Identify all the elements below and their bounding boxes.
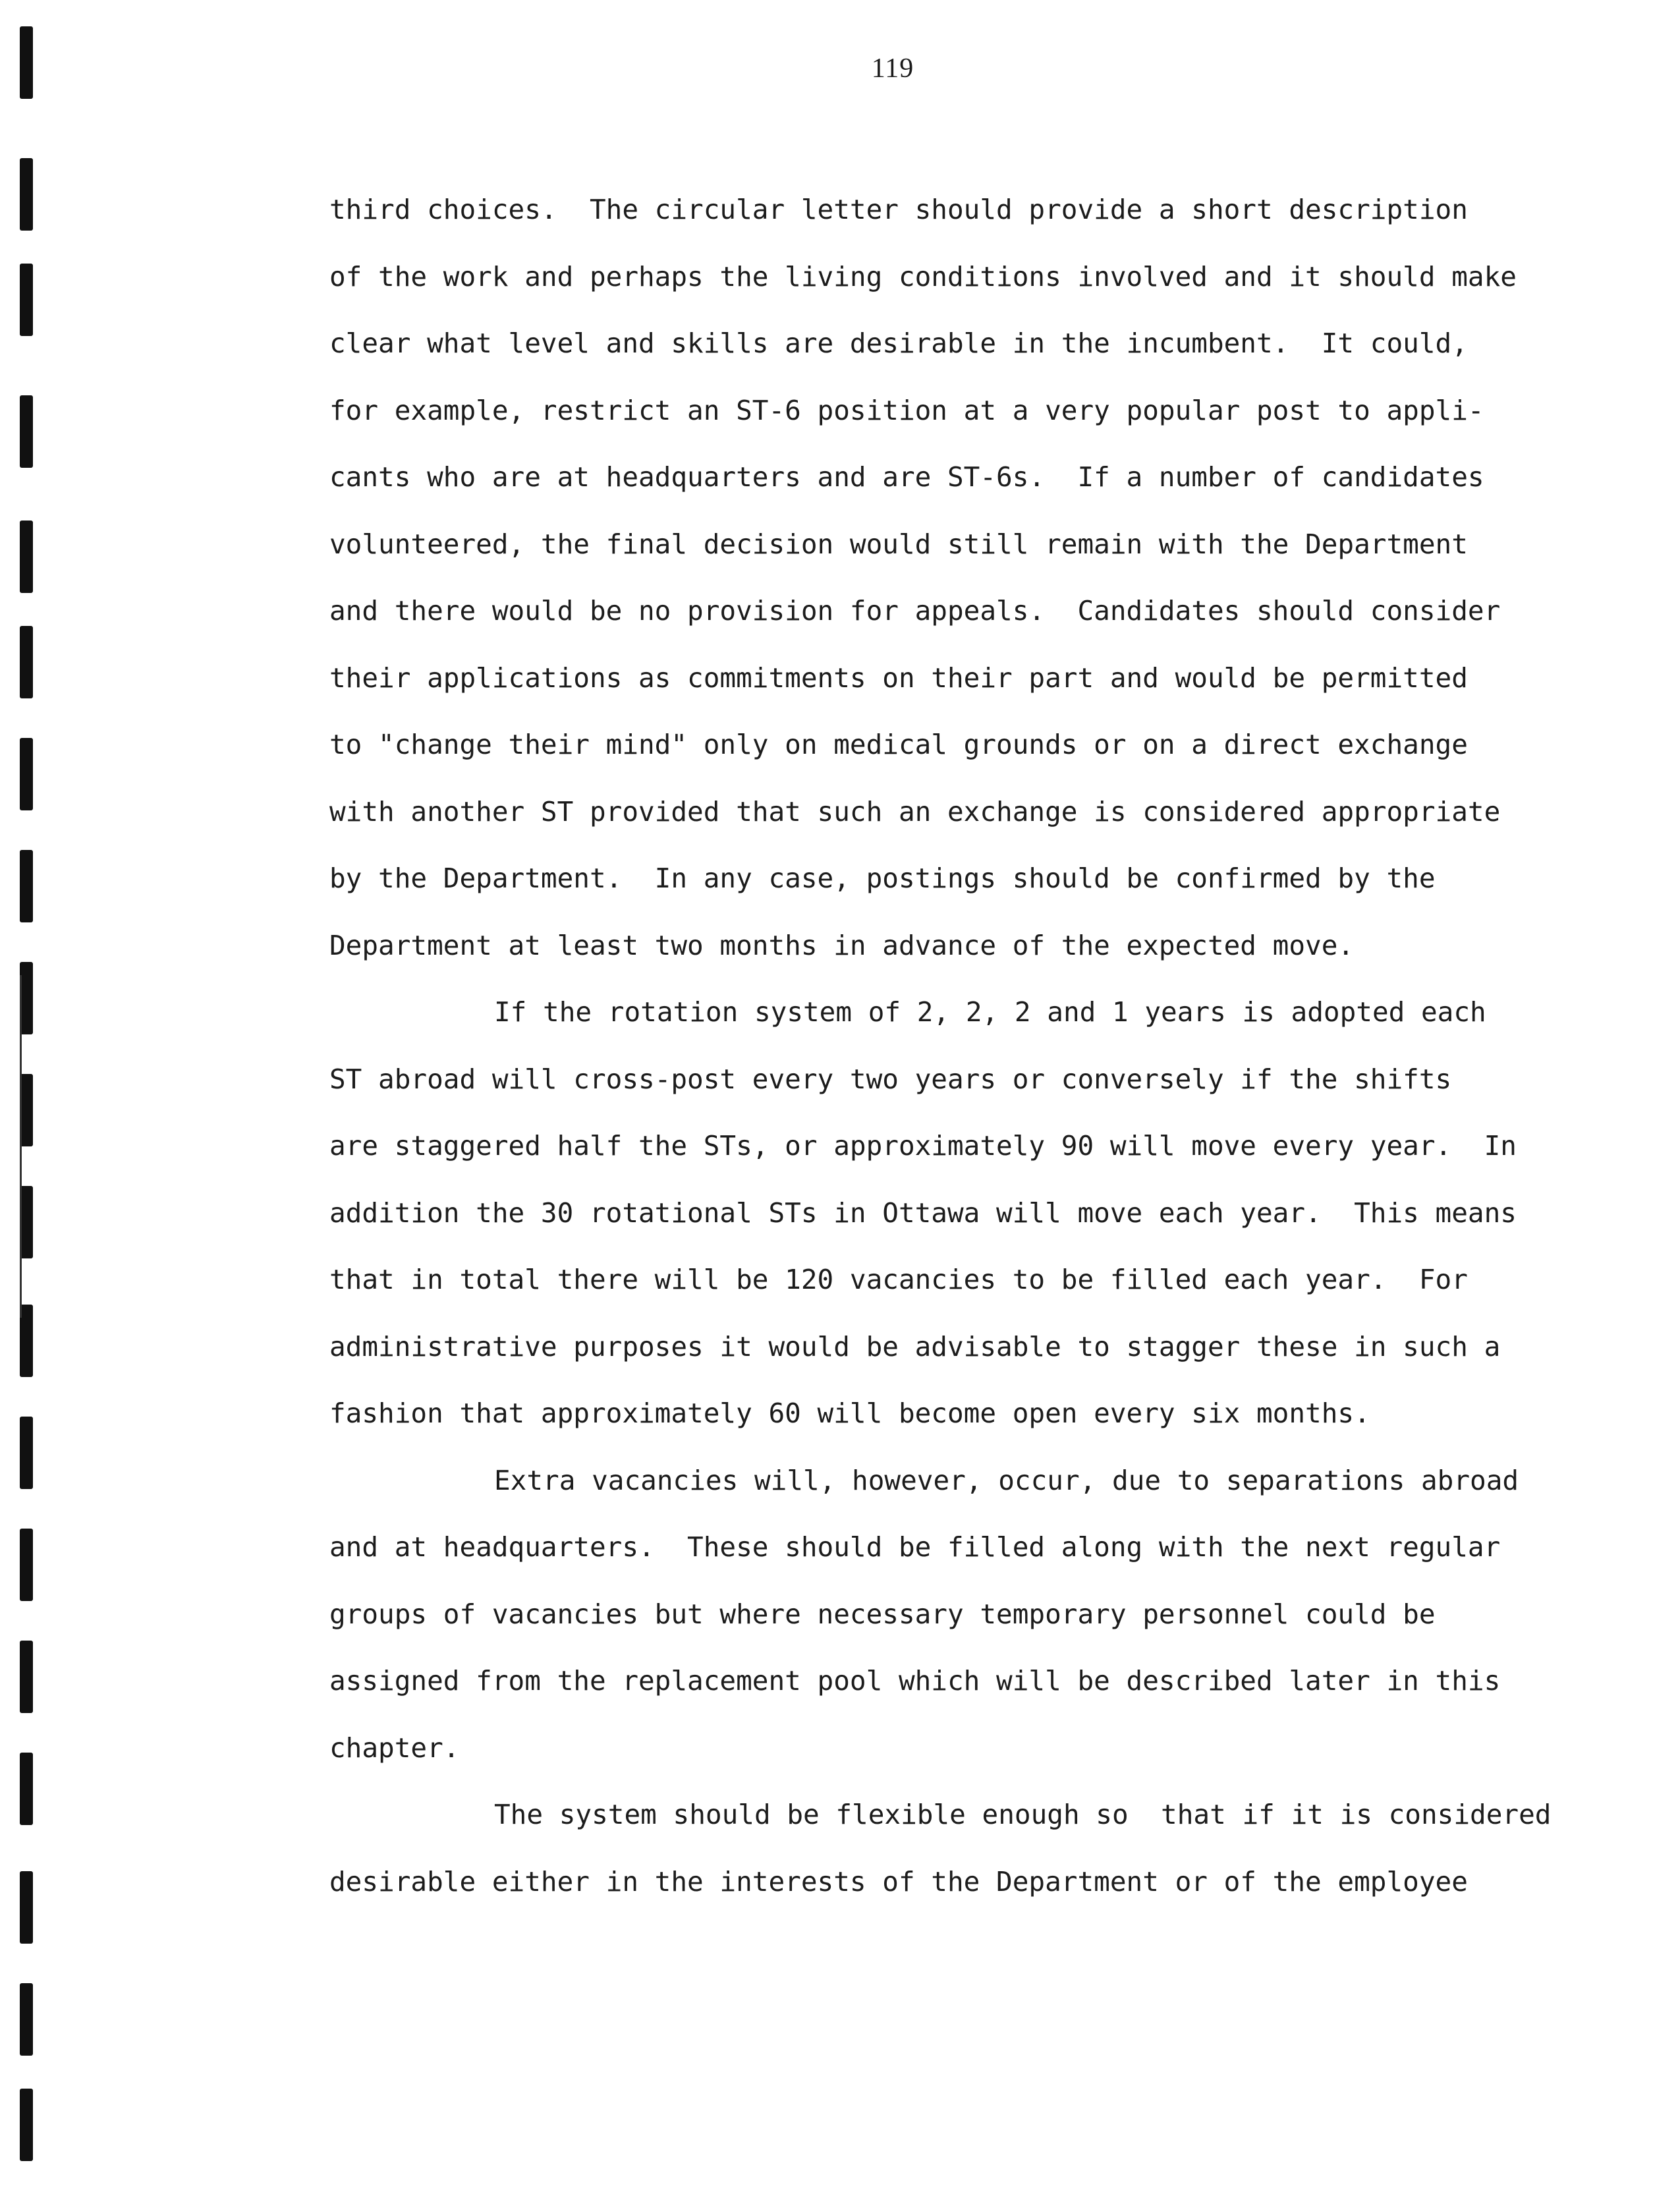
text-line: addition the 30 rotational STs in Ottawa will move each year. This means xyxy=(329,1197,1517,1229)
text-line: are staggered half the STs, or approximately 90 will move every year. In xyxy=(329,1130,1517,1162)
binder-mark xyxy=(20,1871,33,1944)
text-line: administrative purposes it would be advisable to stagger these in such a xyxy=(329,1330,1501,1363)
text-line: cants who are at headquarters and are ST-6s. If a number of candidates xyxy=(329,461,1484,493)
text-line: of the work and perhaps the living conditions involved and it should make xyxy=(329,260,1517,293)
text-line: chapter. xyxy=(329,1731,460,1764)
paragraph xyxy=(329,979,1581,1448)
binder-mark xyxy=(20,26,33,99)
binder-mark xyxy=(20,1641,33,1713)
text-line: that in total there will be 120 vacancies to be filled each year. For xyxy=(329,1264,1468,1295)
binder-mark xyxy=(20,2089,33,2161)
text-line: and at headquarters. These should be filled along with the next regular xyxy=(329,1531,1501,1563)
body-text xyxy=(329,177,1581,1915)
text-line: desirable either in the interests of the Department or of the employee xyxy=(329,1865,1468,1898)
binder-mark xyxy=(20,1186,33,1258)
paragraph xyxy=(329,1448,1581,1782)
text-line: to "change their mind" only on medical grounds or on a direct exchange xyxy=(329,729,1468,760)
binder-mark xyxy=(20,395,33,468)
text-line: If the rotation system of 2, 2, 2 and 1 years is adopted each xyxy=(494,996,1486,1028)
text-line: third choices. The circular letter should provide a short description xyxy=(329,194,1468,225)
text-line: fashion that approximately 60 will become open every six months. xyxy=(329,1397,1370,1429)
binder-mark xyxy=(20,264,33,336)
paragraph xyxy=(329,177,1581,979)
text-line: and there would be no provision for appeals. Candidates should consider xyxy=(329,595,1501,627)
binder-mark xyxy=(20,158,33,231)
paragraph xyxy=(329,1782,1581,1915)
text-line: Extra vacancies will, however, occur, due to separations abroad xyxy=(494,1464,1519,1496)
binder-mark xyxy=(20,1753,33,1825)
binder-mark xyxy=(20,962,33,1034)
page-number: 119 xyxy=(871,53,914,84)
text-line: their applications as commitments on their part and would be permitted xyxy=(329,662,1468,694)
margin-rule xyxy=(20,975,22,1318)
binder-mark xyxy=(20,850,33,922)
binder-mark xyxy=(20,1983,33,2056)
text-line: groups of vacancies but where necessary temporary personnel could be xyxy=(329,1598,1436,1630)
text-line: clear what level and skills are desirable in the incumbent. It could, xyxy=(329,327,1468,359)
text-line: volunteered, the final decision would still remain with the Department xyxy=(329,528,1468,560)
text-line: Department at least two months in advance of the expected move. xyxy=(329,929,1355,961)
text-line: ST abroad will cross-post every two years or conversely if the shifts xyxy=(329,1063,1452,1095)
text-line: for example, restrict an ST-6 position at a very popular post to appli- xyxy=(329,394,1484,426)
binder-mark xyxy=(20,1074,33,1146)
binder-mark xyxy=(20,1305,33,1377)
text-line: assigned from the replacement pool which will be described later in this xyxy=(329,1665,1501,1697)
text-line: with another ST provided that such an exchange is considered appropriate xyxy=(329,795,1501,828)
text-line: The system should be flexible enough so that if it is considered xyxy=(494,1799,1552,1830)
binder-mark xyxy=(20,1529,33,1601)
binder-mark xyxy=(20,521,33,593)
text-line: by the Department. In any case, postings should be confirmed by the xyxy=(329,862,1436,894)
binder-mark xyxy=(20,1417,33,1489)
binder-mark xyxy=(20,626,33,698)
binder-mark xyxy=(20,738,33,810)
binder-hole-marks xyxy=(13,0,40,2196)
